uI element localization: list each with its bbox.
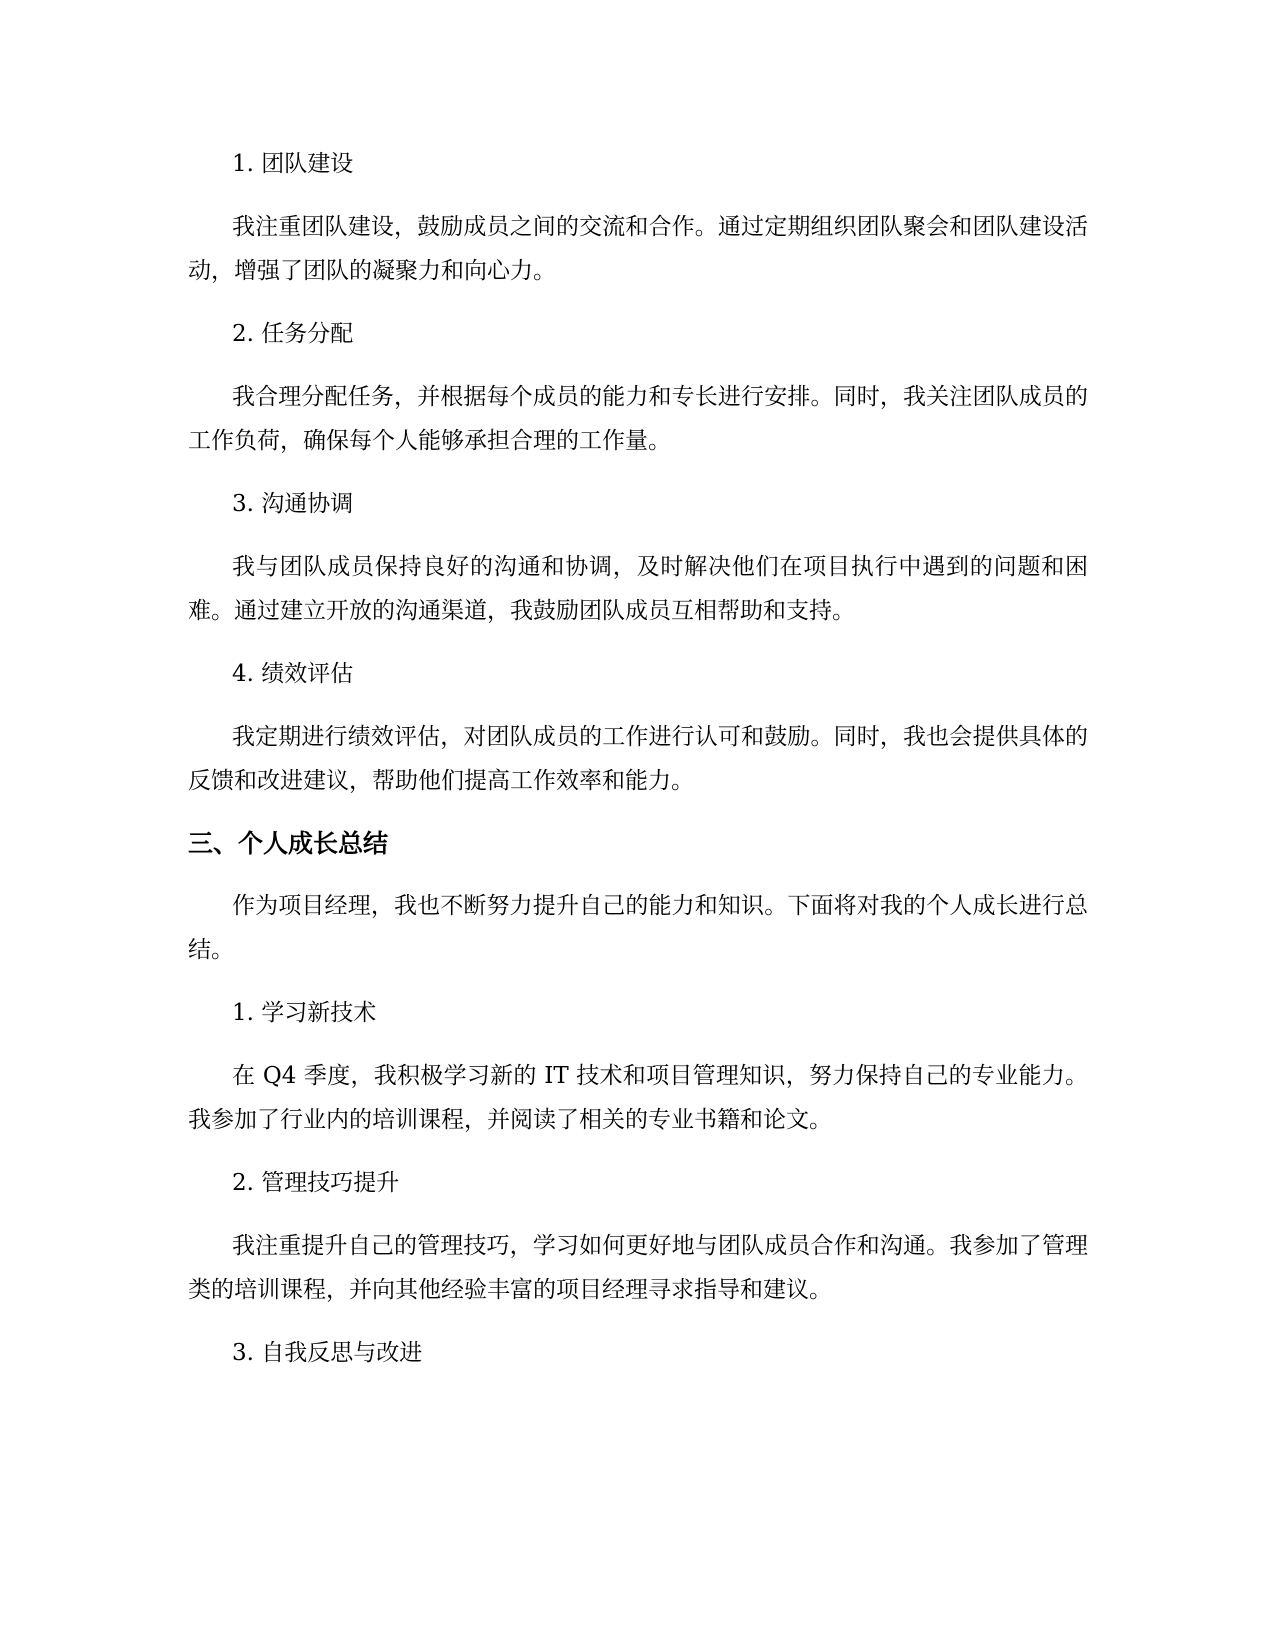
- item-heading-team-building: 1. 团队建设: [232, 151, 354, 177]
- paragraph-communication: 我与团队成员保持良好的沟通和协调，及时解决他们在项目执行中遇到的问题和困难。通过建立开放的沟通渠道，我鼓励团队成员互相帮助和支持。: [188, 554, 1088, 624]
- paragraph-new-tech: 在 Q4 季度，我积极学习新的 IT 技术和项目管理知识，努力保持自己的专业能力。我参加了行业内的培训课程，并阅读了相关的专业书籍和论文。: [188, 1063, 1088, 1133]
- item-heading-management-skills: 2. 管理技巧提升: [232, 1170, 400, 1196]
- paragraph-management-skills: 我注重提升自己的管理技巧，学习如何更好地与团队成员合作和沟通。我参加了管理类的培训课程，并向其他经验丰富的项目经理寻求指导和建议。: [188, 1233, 1088, 1303]
- item-heading-new-tech: 1. 学习新技术: [232, 1000, 377, 1026]
- paragraph-personal-growth-intro: 作为项目经理，我也不断努力提升自己的能力和知识。下面将对我的个人成长进行总结。: [188, 893, 1088, 963]
- item-heading-performance: 4. 绩效评估: [232, 661, 354, 687]
- item-heading-communication: 3. 沟通协调: [232, 491, 354, 517]
- paragraph-task-allocation: 我合理分配任务，并根据每个成员的能力和专长进行安排。同时，我关注团队成员的工作负荷，确保每个人能够承担合理的工作量。: [188, 384, 1088, 454]
- item-heading-task-allocation: 2. 任务分配: [232, 321, 354, 347]
- document-body: [188, 142, 1088, 1394]
- paragraph-team-building: 我注重团队建设，鼓励成员之间的交流和合作。通过定期组织团队聚会和团队建设活动，增强了团队的凝聚力和向心力。: [188, 214, 1088, 284]
- section-heading-personal-growth: 三、个人成长总结: [188, 829, 389, 858]
- item-heading-self-reflection: 3. 自我反思与改进: [232, 1340, 423, 1366]
- paragraph-performance: 我定期进行绩效评估，对团队成员的工作进行认可和鼓励。同时，我也会提供具体的反馈和改进建议，帮助他们提高工作效率和能力。: [188, 724, 1088, 794]
